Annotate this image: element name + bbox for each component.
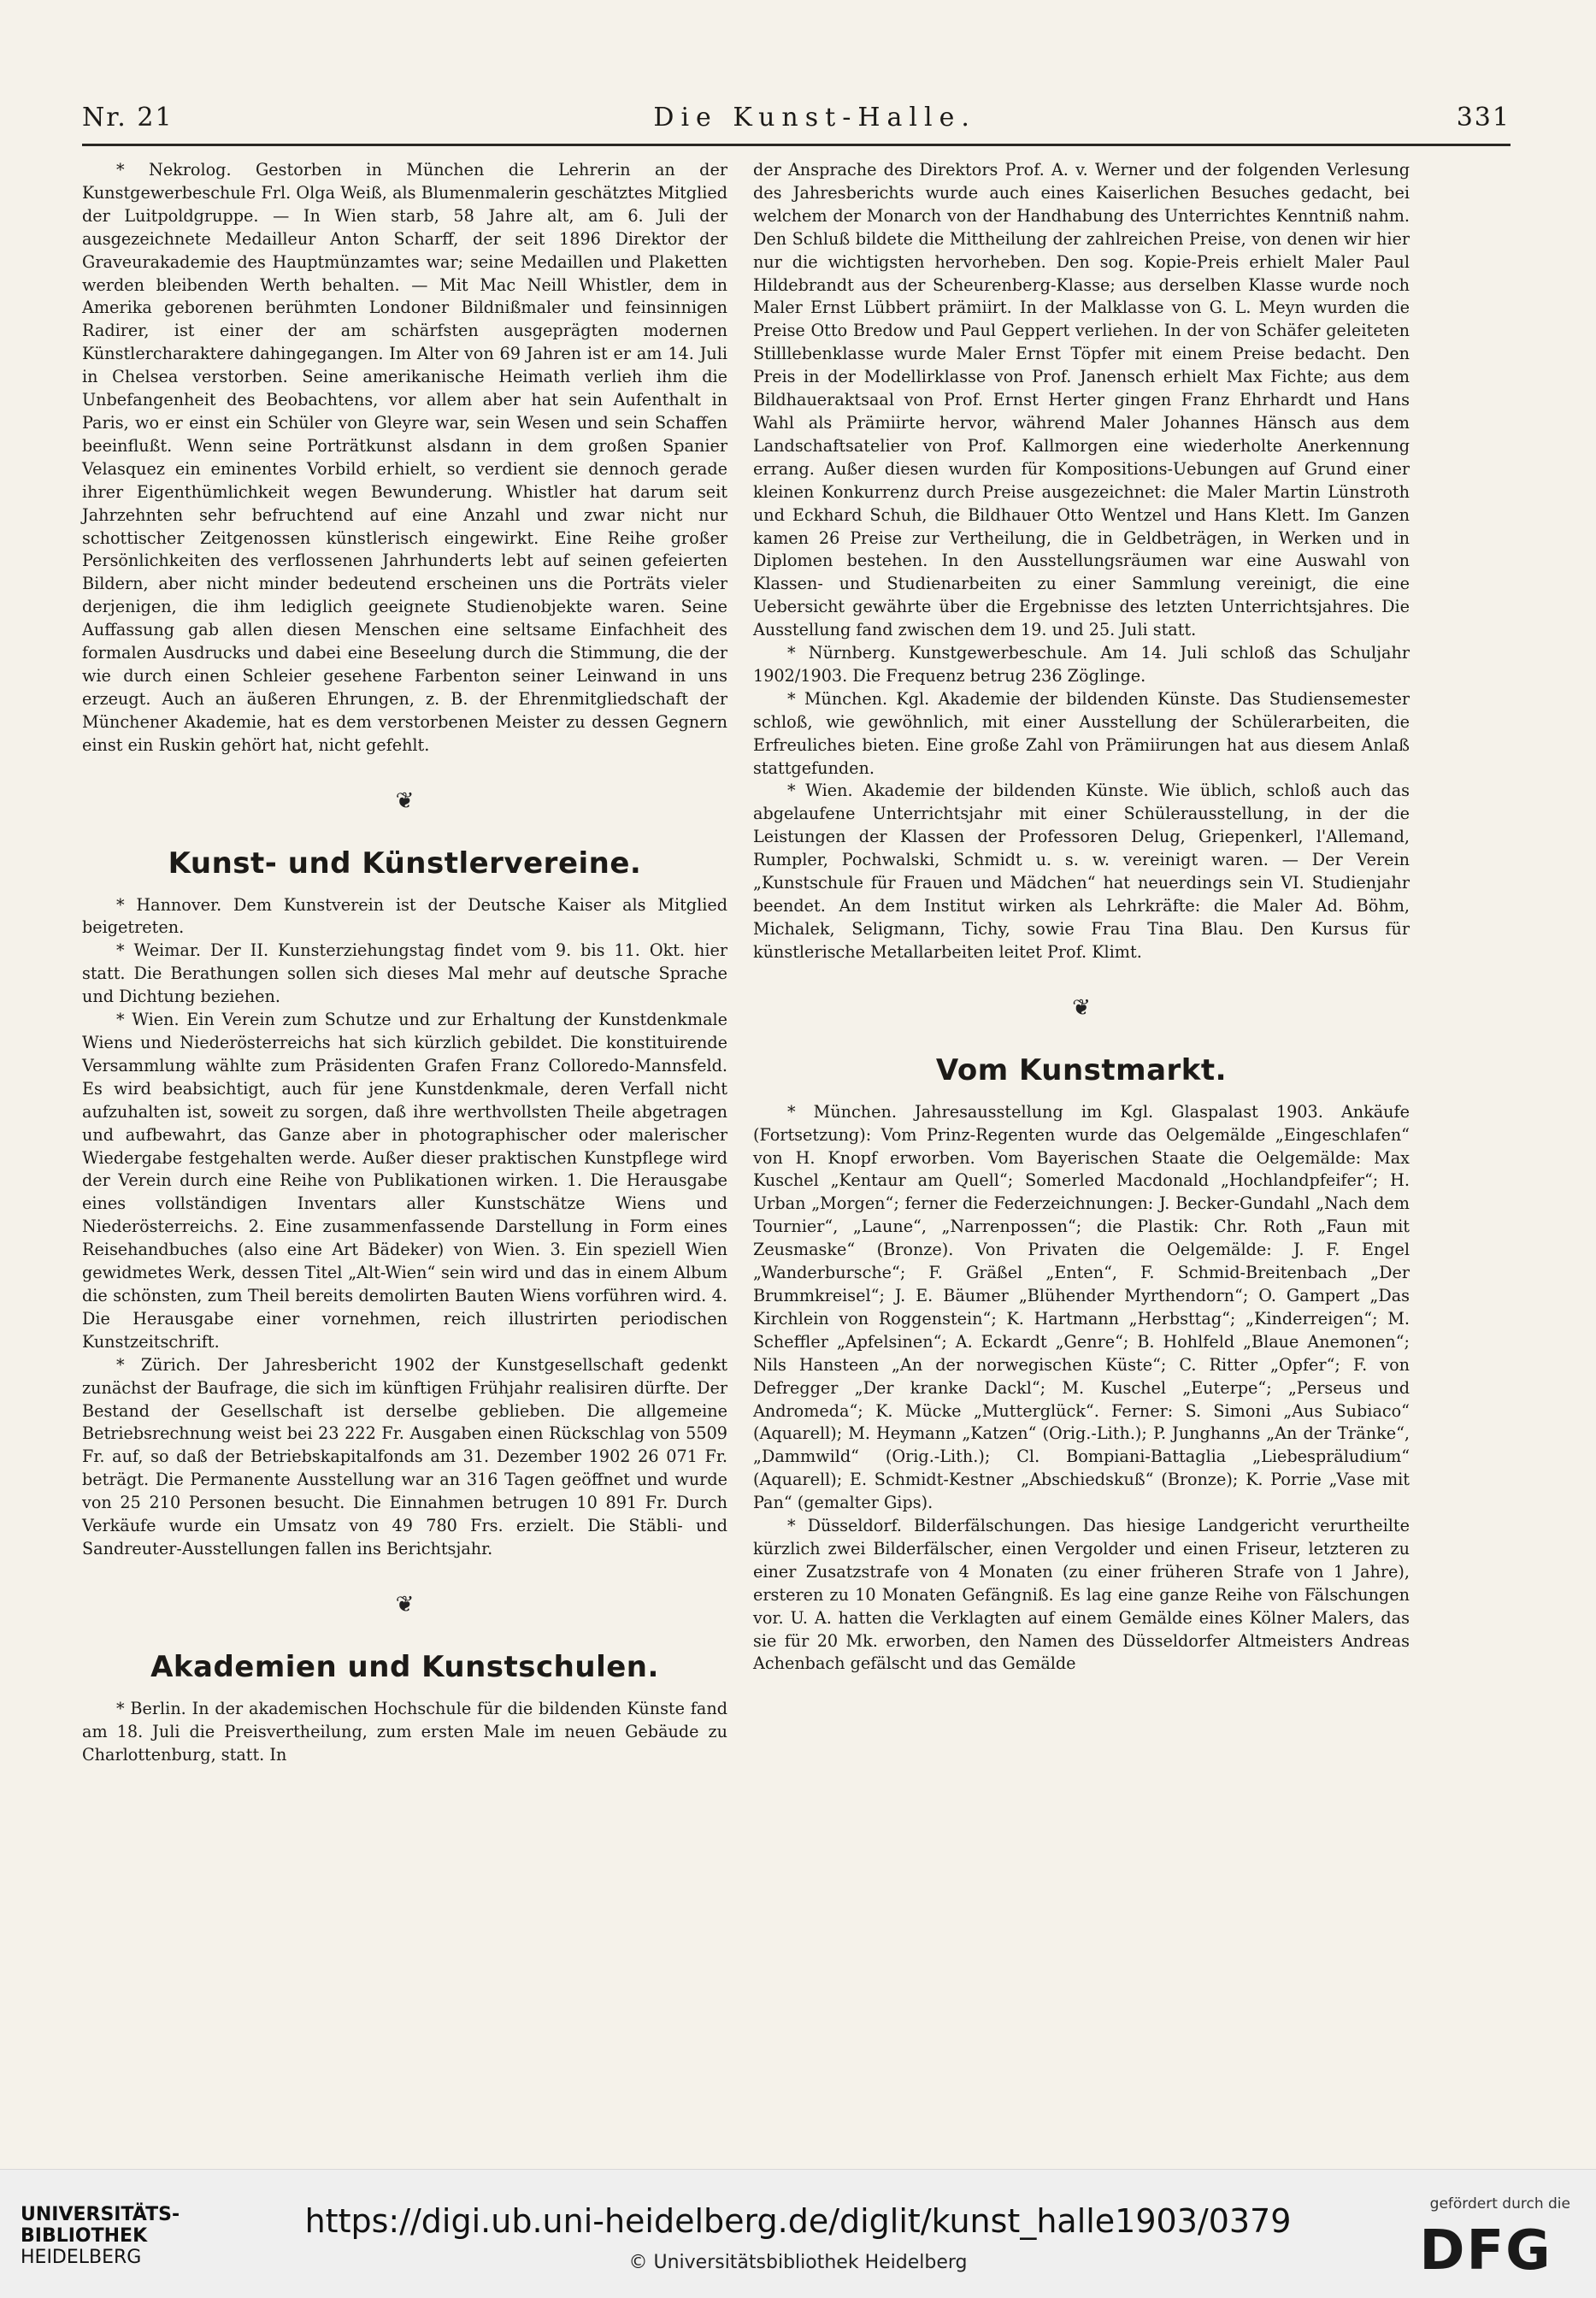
muenchen-glaspalast-paragraph: * München. Jahresausstellung im Kgl. Glaspalast 1903. Ankäufe (Fortsetzung): Vom Prinz-Regenten wurde das Oelgemälde „Eingeschlafen“ von H. Knopf erworben. Vom Bayerischen Staate die Oelgemälde: Max Kuschel „Kentaur am Quell“; Somerled Macdonald „Hochlandpfeifer“; H. Urban „Morgen“; ferner die Federzeichnungen: J. Becker-Gundahl „Nach dem Tournier“, „Laune“, „Narrenpossen“; die Plastik: Chr. Roth „Faun mit Zeusmaske“ (Bronze). Von Privaten die Oelgemälde: J. F. Engel „Wanderbursche“; F. Gräßel „Enten“, F. Schmid-Breitenbach „Der Brummkreisel“; J. E. Bäumer „Blühender Myrthendorn“; O. Gampert „Das Kirchlein von Roggenstein“; K. Hartmann „Herbsttag“; „Kinderreigen“; M. Scheffler „Apfelsinen“; A. Eckardt „Genre“; B. Hohlfeld „Blaue Anemonen“; Nils Hansteen „An der norwegischen Küste“; C. Ritter „Opfer“; F. von Defregger „Der kranke Dackl“; M. Kuschel „Euterpe“; „Perseus und Andromeda“; K. Mücke „Mutterglück“. Ferner: S. Simoni „Aus Subiaco“ (Aquarell); M. Heymann „Katzen“ (Orig.-Lith.); P. Junghanns „An der Tränke“, „Dammwild“ (Orig.-Lith.); Cl. Bompiani-Battaglia „Liebespräludium“ (Aquarell); E. Schmidt-Kestner „Abschiedskuß“ (Bronze); K. Porrie „Vase mit Pan“ (gemalter Gips). xyxy=(753,1101,1410,1513)
issue-number: Nr. 21 xyxy=(82,102,174,133)
muenchen-akademie-paragraph: * München. Kgl. Akademie der bildenden Künste. Das Studiensemester schloß, wie gewöhnlich, mit einer Ausstellung der Schülerarbeiten, die Erfreuliches bieten. Eine große Zahl von Prämiirungen hat aus diesem Anlaß stattgefunden. xyxy=(753,688,1410,778)
journal-title: Die Kunst-Halle. xyxy=(653,102,976,133)
header-rule xyxy=(82,144,1511,146)
left-column xyxy=(82,159,727,1767)
berlin-paragraph: * Berlin. In der akademischen Hochschule für die bildenden Künste fand am 18. Juli die Preisvertheilung, zum ersten Male im neuen Gebäude zu Charlottenburg, statt. In xyxy=(82,1698,727,1765)
fleuron-ornament: ❦ xyxy=(1072,994,1091,1021)
logo-line: HEIDELBERG xyxy=(21,2247,142,2268)
berlin-continued-paragraph: der Ansprache des Direktors Prof. A. v. Werner und der folgenden Verlesung des Jahresberichts wurde auch eines Kaiserlichen Besuches gedacht, bei welchem der Monarch von der Handhabung des Unterrichtes Kenntniß nahm. Den Schluß bildete die Mittheilung der zahlreichen Preise, von denen wir hier nur die wichtigsten hervorheben. Den sog. Kopie-Preis erhielt Maler Paul Hildebrandt aus der Scheurenberg-Klasse; aus derselben Klasse wurde noch Maler Ernst Lübbert prämiirt. In der Malklasse von G. L. Meyn wurden die Preise Otto Bredow und Paul Geppert verliehen. In der von Schäfer geleiteten Stilllebenklasse wurde Maler Ernst Töpfer mit einem Preise bedacht. Den Preis in der Modellirklasse von Prof. Janensch erhielt Max Fichte; aus dem Bildhaueraktsaal von Prof. Ernst Herter gingen Franz Ehrhardt und Hans Wahl als Prämiirte hervor, während Maler Johannes Hänsch aus dem Landschaftsatelier von Prof. Kallmorgen eine wiederholte Anerkennung errang. Außer diesen wurden für Kompositions-Uebungen auf Grund einer kleinen Konkurrenz durch Preise ausgezeichnet: die Maler Martin Lünstroth und Eckhard Schuh, die Bildhauer Otto Wentzel und Hans Klett. Im Ganzen kamen 26 Preise zur Vertheilung, die in Geldbeträgen, in Werken und in Diplomen bestehen. In den Ausstellungsräumen war eine Auswahl von Klassen- und Studienarbeiten zu einer Sammlung vereinigt, die eine Uebersicht gewährte über die Ergebnisse des letzten Unterrichtsjahres. Die Ausstellung fand zwischen dem 19. und 25. Juli statt. xyxy=(753,160,1410,640)
copyright-text: © Universitätsbibliothek Heidelberg xyxy=(628,2252,968,2273)
dfg-logo[interactable] xyxy=(1405,2219,1567,2276)
duesseldorf-paragraph: * Düsseldorf. Bilderfälschungen. Das hiesige Landgericht verurtheilte kürzlich zwei Bilderfälscher, einen Vergolder und einen Friseur, letzteren zu einer Zusatzstrafe von 4 Monaten (zu einer früheren Strafe von 1 Jahre), ersteren zu 10 Monaten Gefängniß. Es lag eine ganze Reihe von Fälschungen vor. U. A. hatten die Verklagten auf einem Gemälde eines Kölner Malers, das sie für 20 Mk. erworben, den Namen des Düsseldorfer Altmeisters Andreas Achenbach gefälscht und das Gemälde xyxy=(753,1516,1410,1674)
fleuron-ornament: ❦ xyxy=(395,787,415,814)
weimar-paragraph: * Weimar. Der II. Kunsterziehungstag findet vom 9. bis 11. Okt. hier statt. Die Berathungen sollen sich dieses Mal mehr auf deutsche Sprache und Dichtung beziehen. xyxy=(82,940,727,1007)
hannover-paragraph: * Hannover. Dem Kunstverein ist der Deutsche Kaiser als Mitglied beigetreten. xyxy=(82,894,727,938)
logo-line: BIBLIOTHEK xyxy=(21,2225,148,2247)
copyright-notice xyxy=(0,2252,1596,2273)
dfg-logo-text: DFG xyxy=(1419,2219,1552,2276)
wien-paragraph: * Wien. Ein Verein zum Schutze und zur Erhaltung der Kunstdenkmale Wiens und Niederösterreichs hat sich kürzlich gebildet. Die konstituirende Versammlung wählte zum Präsidenten Grafen Franz Colloredo-Mannsfeld. Es wird beabsichtigt, auch für jene Kunstdenkmale, deren Verfall nicht aufzuhalten ist, soweit zu sorgen, daß ihre werthvollsten Theile abgetragen und aufbewahrt, das Ganze aber in photographischer oder malerischer Wiedergabe festgehalten werde. Außer dieser praktischen Kunstpflege wird der Verein durch eine Reihe von Publikationen wirken. 1. Die Herausgabe eines vollständigen Inventars aller Kunstschätze Wiens und Niederösterreichs. 2. Eine zusammenfassende Darstellung in Form eines Reisehandbuches (also eine Art Bädeker) von Wien. 3. Ein speziell Wien gewidmetes Werk, dessen Titel „Alt-Wien“ sein wird und das in einem Album die schönsten, zum Theil bereits demolirten Bauten Wiens vorführen wird. 4. Die Herausgabe einer vornehmen, reich illustrirten periodischen Kunstzeitschrift. xyxy=(82,1010,727,1352)
section-title-kunstvereine: Kunst- und Künstlervereine. xyxy=(168,846,642,881)
nuernberg-paragraph: * Nürnberg. Kunstgewerbeschule. Am 14. Juli schloß das Schuljahr 1902/1903. Die Frequenz betrug 236 Zöglinge. xyxy=(753,643,1410,686)
running-head xyxy=(82,96,1511,138)
page-number: 331 xyxy=(1456,102,1511,133)
right-column xyxy=(753,159,1410,1676)
section-title-akademien: Akademien und Kunstschulen. xyxy=(150,1649,659,1684)
fleuron-ornament: ❦ xyxy=(395,1591,415,1617)
permalink-url[interactable]: https://digi.ub.uni-heidelberg.de/diglit/kunst_halle1903/0379 xyxy=(304,2202,1292,2240)
viewer-footer xyxy=(0,2169,1596,2298)
wien-akademie-paragraph: * Wien. Akademie der bildenden Künste. Wie üblich, schloß auch das abgelaufene Unterrichtsjahr mit einer Schülerausstellung, in der die Leistungen der Klassen der Professoren Delug, Griepenkerl, l'Allemand, Rumpler, Pochwalski, Schmidt u. s. w. vereinigt waren. — Der Verein „Kunstschule für Frauen und Mädchen“ hat neuerdings sein VI. Studienjahr beendet. An dem Institut wirken als Lehrkräfte: die Maler Ad. Böhm, Michalek, Seligmann, Tichy, sowie Frau Tina Blau. Den Kursus für künstlerische Metallarbeiten leitet Prof. Klimt. xyxy=(753,781,1410,962)
zuerich-paragraph: * Zürich. Der Jahresbericht 1902 der Kunstgesellschaft gedenkt zunächst der Baufrage, die sich im künftigen Frühjahr realisiren dürfte. Der Bestand der Gesellschaft ist derselbe geblieben. Die allgemeine Betriebsrechnung weist bei 23 222 Fr. Ausgaben einen Rückschlag von 5509 Fr. auf, so daß der Betriebskapitalfonds am 31. Dezember 1902 26 071 Fr. beträgt. Die Permanente Ausstellung war an 316 Tagen geöffnet und wurde von 25 210 Personen besucht. Die Einnahmen betrugen 10 891 Fr. Durch Verkäufe wurde ein Umsatz von 49 780 Frs. erzielt. Die Stäbli- und Sandreuter-Ausstellungen fallen ins Berichtsjahr. xyxy=(82,1354,727,1559)
funding-note: gefördert durch die xyxy=(1429,2195,1570,2213)
logo-line: UNIVERSITÄTS- xyxy=(21,2204,180,2225)
obituary-paragraph: * Nekrolog. Gestorben in München die Lehrerin an der Kunstgewerbeschule Frl. Olga Weiß, als Blumenmalerin geschätztes Mitglied der Luitpoldgruppe. — In Wien starb, 58 Jahre alt, am 6. Juli der ausgezeichnete Medailleur Anton Scharff, der seit 1896 Direktor der Graveurakademie des Hauptmünzamtes war; seine Medaillen und Plaketten werden bleibenden Werth behalten. — Mit Mac Neill Whistler, dem in Amerika geborenen berühmten Londoner Bildnißmaler und feinsinnigen Radirer, ist einer der am schärfsten ausgeprägten modernen Künstlercharaktere dahingegangen. Im Alter von 69 Jahren ist er am 14. Juli in Chelsea verstorben. Seine amerikanische Heimath verlieh ihm die Unbefangenheit des Beobachtens, vor allem aber hat sein Aufenthalt in Paris, wo er einst ein Schüler von Gleyre war, sein Wesen und sein Schaffen beeinflußt. Wenn seine Porträtkunst alsdann in dem großen Spanier Velasquez ein eminentes Vorbild erhielt, so verdient sie dennoch gerade ihrer Eigenthümlichkeit wegen Bewunderung. Whistler hat darum seit Jahrzehnten sehr befruchtend auf eine Anzahl und zwar nicht nur schottischer Zeitgenossen künstlerisch eingewirkt. Eine Reihe großer Persönlichkeiten des verflossenen Jahrhunderts lebt auf seinen gefeierten Bildern, aber nicht minder bedeutend erscheinen uns die Porträts vieler derjenigen, die ihm lediglich geeignete Studienobjekte waren. Seine Auffassung gab allen diesen Menschen eine seltsame Einfachheit des formalen Ausdrucks und dabei eine Beseelung durch die Stimmung, die der wie durch einen Schleier gesehene Farbenton seiner Leinwand in uns erzeugt. Auch an äußeren Ehrungen, z. B. der Ehrenmitgliedschaft der Münchener Akademie, hat es dem verstorbenen Meister zu dessen Gegnern einst ein Ruskin gehört hat, nicht gefehlt. xyxy=(82,160,727,755)
section-title-kunstmarkt: Vom Kunstmarkt. xyxy=(935,1052,1228,1087)
